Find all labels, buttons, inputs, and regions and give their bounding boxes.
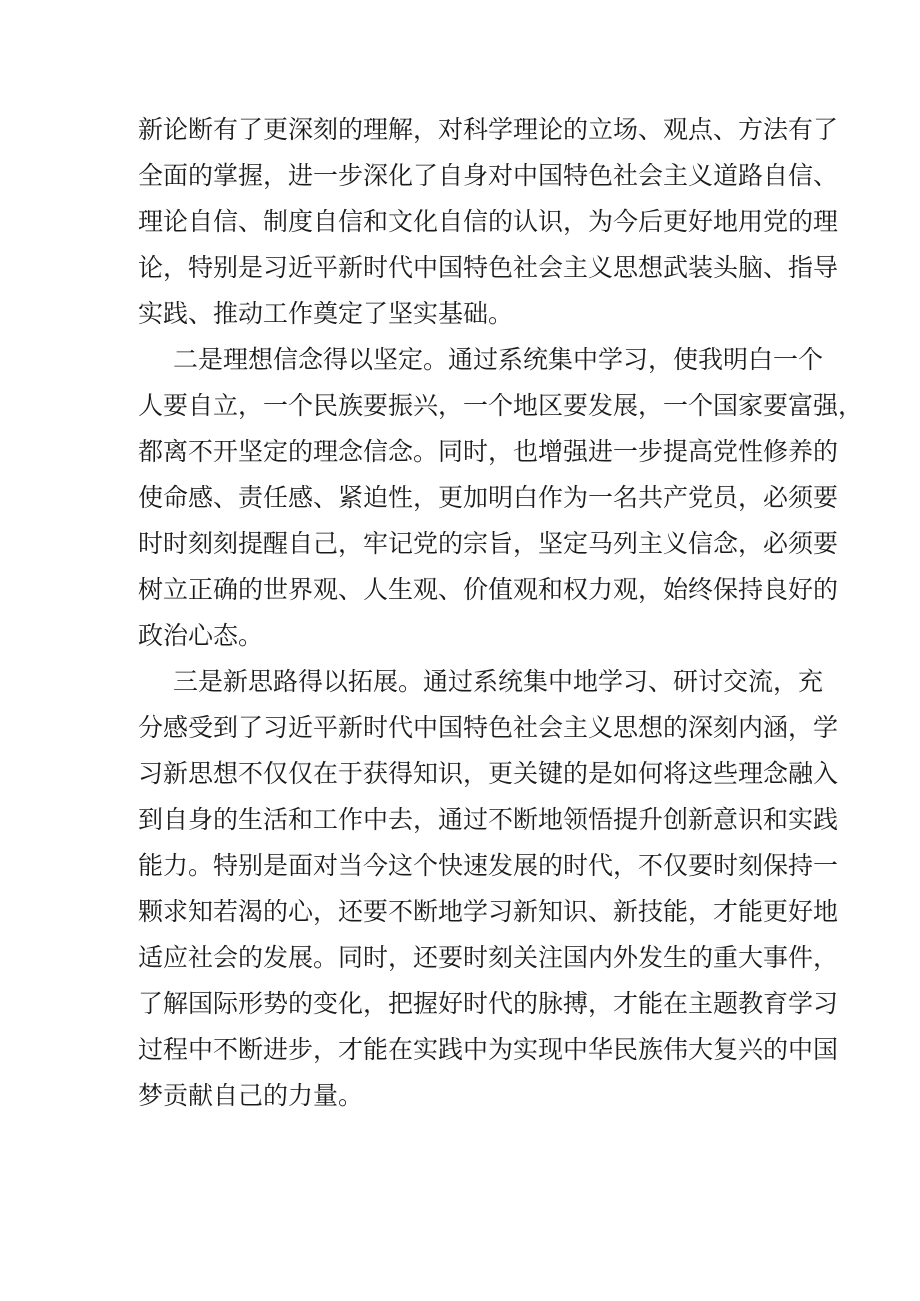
text-line: 政治心态。 [138, 621, 264, 650]
text-line: 人要自立，一个民族要振兴，一个地区要发展，一个国家要富强， [138, 391, 864, 420]
paragraph-new-thinking [138, 659, 839, 1119]
text-line: 都离不开坚定的理念信念。同时，也增强进一步提高党性修养的 [138, 437, 839, 466]
text-line: 使命感、责任感、紧迫性，更加明白作为一名共产党员，必须要 [138, 483, 839, 512]
text-line: 全面的掌握，进一步深化了自身对中国特色社会主义道路自信、 [138, 161, 839, 190]
text-line: 习新思想不仅仅在于获得知识，更关键的是如何将这些理念融入 [138, 759, 839, 788]
text-line: 实践、推动工作奠定了坚实基础。 [138, 299, 514, 328]
paragraph-continuation [138, 107, 839, 337]
text-line: 论，特别是习近平新时代中国特色社会主义思想武装头脑、指导 [138, 253, 839, 282]
document-body [138, 107, 864, 1119]
text-line: 颗求知若渴的心，还要不断地学习新知识、新技能，才能更好地 [138, 897, 839, 926]
text-line: 时时刻刻提醒自己，牢记党的宗旨，坚定马列主义信念，必须要 [138, 529, 839, 558]
paragraph-ideals [138, 337, 864, 659]
text-line: 适应社会的发展。同时，还要时刻关注国内外发生的重大事件， [138, 943, 839, 972]
text-line: 三是新思路得以拓展。通过系统集中地学习、研讨交流，充 [173, 667, 824, 696]
text-line: 能力。特别是面对当今这个快速发展的时代，不仅要时刻保持一 [138, 851, 839, 880]
text-line: 树立正确的世界观、人生观、价值观和权力观，始终保持良好的 [138, 575, 839, 604]
text-line: 分感受到了习近平新时代中国特色社会主义思想的深刻内涵，学 [138, 713, 839, 742]
text-line: 到自身的生活和工作中去，通过不断地领悟提升创新意识和实践 [138, 805, 839, 834]
text-line: 理论自信、制度自信和文化自信的认识，为今后更好地用党的理 [138, 207, 839, 236]
text-line: 了解国际形势的变化，把握好时代的脉搏，才能在主题教育学习 [138, 989, 839, 1018]
text-line: 过程中不断进步，才能在实践中为实现中华民族伟大复兴的中国 [138, 1035, 839, 1064]
text-line: 梦贡献自己的力量。 [138, 1081, 364, 1110]
text-line: 二是理想信念得以坚定。通过系统集中学习，使我明白一个 [173, 345, 824, 374]
text-line: 新论断有了更深刻的理解，对科学理论的立场、观点、方法有了 [138, 115, 839, 144]
